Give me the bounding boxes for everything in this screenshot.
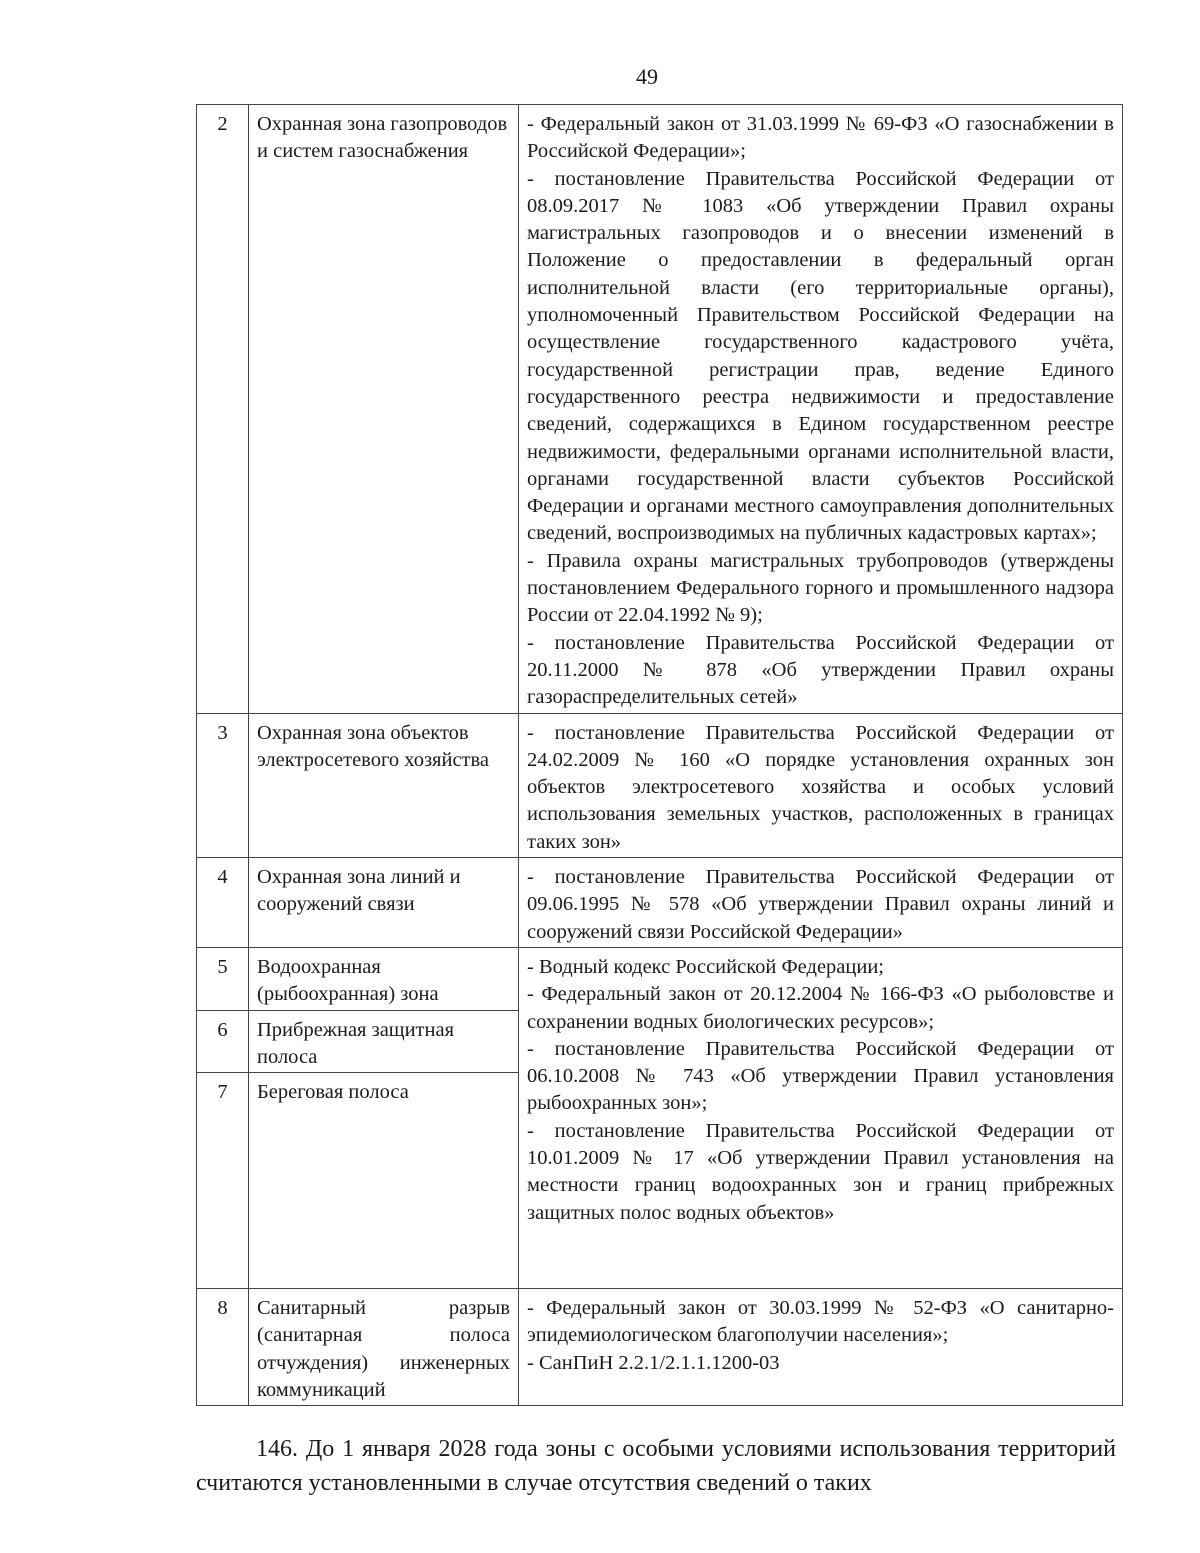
paragraph-146: 146. До 1 января 2028 года зоны с особыми условиями использования территорий считаются установленными в случае отсутствия сведений о таких [196,1436,1116,1496]
legal-basis-cell [519,1289,1123,1406]
law-item: - постановление Правительства Российской Федерации от 09.06.1995 № 578 «Об утверждении Правил охраны линий и сооружений связи Российской Федерации» [527,866,1114,943]
law-item: - постановление Правительства Российской Федерации от 10.01.2009 № 17 «Об утверждении Правил установления на местности границ водоохранных зон и границ прибрежных защитных полос водных объектов» [527,1119,1114,1224]
table-row [197,1289,1123,1406]
row-number: 8 [197,1289,249,1406]
legal-basis-cell [519,105,1123,714]
law-item: - постановление Правительства Российской Федерации от 24.02.2009 № 160 «О порядке установления охранных зон объектов электросетевого хозяйства и особых условий использования земельных участков, расположенных в границах таких зон» [527,721,1114,853]
row-number: 4 [197,858,249,948]
table-row [197,105,1123,714]
law-item: - постановление Правительства Российской Федерации от 06.10.2008 № 743 «Об утверждении Правил установления рыбоохранных зон»; [527,1037,1114,1115]
zone-name: Водоохранная (рыбоохранная) зона [249,947,519,1010]
row-number: 6 [197,1010,249,1073]
law-item: - Федеральный закон от 30.03.1999 № 52-ФЗ «О санитарно-эпидемиологическом благополучии населения»; [527,1297,1114,1347]
page-number: 49 [636,64,658,89]
zone-name: Охранная зона линий и сооружений связи [249,858,519,948]
legal-basis-cell [519,713,1123,857]
law-item: - Федеральный закон от 20.12.2004 № 166-ФЗ «О рыболовстве и сохранении водных биологических ресурсов»; [527,983,1114,1033]
zone-name: Санитарный разрыв (санитарная полоса отчуждения) инженерных коммуникаций [249,1289,519,1406]
legal-basis-cell [519,858,1123,948]
water-legal-basis-cell [519,947,1123,1288]
row-number: 5 [197,947,249,1010]
zone-name: Прибрежная защитная полоса [249,1010,519,1073]
table-row [197,947,1123,1010]
law-item: - Федеральный закон от 31.03.1999 № 69-ФЗ «О газоснабжении в Российской Федерации»; [527,113,1114,163]
zone-name: Охранная зона газопроводов и систем газоснабжения [249,105,519,714]
zone-name: Береговая полоса [249,1073,519,1289]
row-number: 2 [197,105,249,714]
table-row [197,713,1123,857]
zone-name: Охранная зона объектов электросетевого хозяйства [249,713,519,857]
law-item: - Правила охраны магистральных трубопроводов (утверждены постановлением Федерального горного и промышленного надзора России от 22.04.1992 № 9); [527,549,1114,627]
law-item: - постановление Правительства Российской Федерации от 20.11.2000 № 878 «Об утверждении Правил охраны газораспределительных сетей» [527,631,1114,709]
row-number: 3 [197,713,249,857]
row-number: 7 [197,1073,249,1289]
legal-basis-table [196,104,1123,1406]
table-row [197,858,1123,948]
law-item: - СанПиН 2.2.1/2.1.1.1200-03 [527,1351,780,1374]
law-item: - Водный кодекс Российской Федерации; [527,955,884,978]
law-item: - постановление Правительства Российской Федерации от 08.09.2017 № 1083 «Об утверждении Правил охраны магистральных газопроводов и о внесении изменений в Положение о предоставлении в федеральный орган исполнительной власти (его территориальные органы), уполномоченный Правительством Российской Федерации на осуществление государственного кадастрового учёта, государственной регистрации прав, ведение Единого государственного реестра недвижимости и предоставление сведений, содержащихся в Едином государственном реестре недвижимости, федеральными органами исполнительной власти, органами государственной власти субъектов Российской Федерации и органами местного самоуправления дополнительных сведений, воспроизводимых на публичных кадастровых картах»; [527,167,1114,545]
